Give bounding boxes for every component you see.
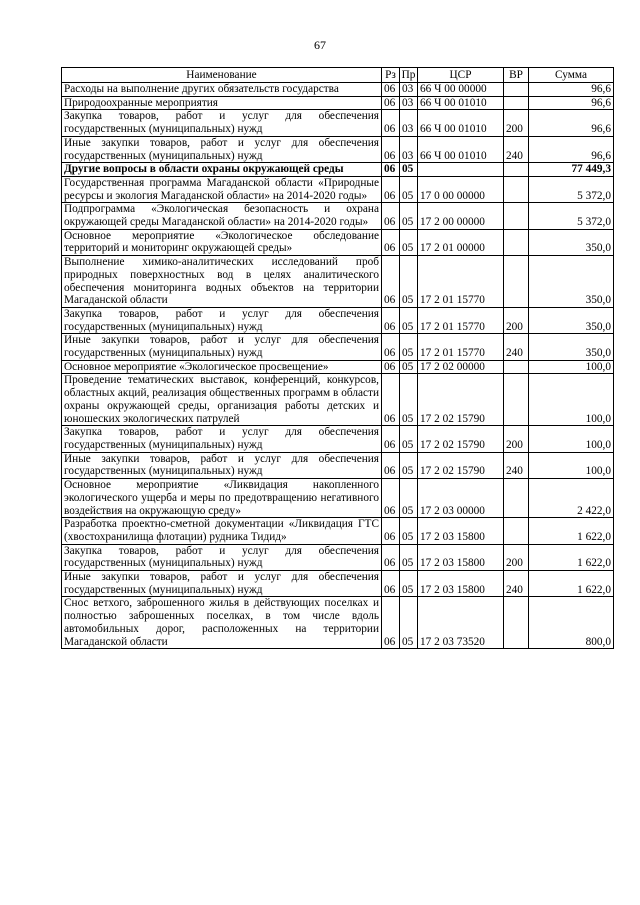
cell-csr <box>418 163 504 177</box>
cell-pr: 03 <box>400 83 418 97</box>
cell-rz: 06 <box>382 163 400 177</box>
cell-vr <box>504 597 529 649</box>
cell-vr: 200 <box>504 307 529 333</box>
cell-vr <box>504 96 529 110</box>
cell-rz: 06 <box>382 96 400 110</box>
table-row <box>62 110 614 136</box>
cell-rz: 06 <box>382 360 400 374</box>
cell-rz: 06 <box>382 426 400 452</box>
cell-name: Закупка товаров, работ и услуг для обеспечения государственных (муниципальных) нужд <box>62 544 382 570</box>
table-row <box>62 426 614 452</box>
cell-vr: 200 <box>504 110 529 136</box>
table-row <box>62 452 614 478</box>
cell-vr <box>504 374 529 426</box>
cell-name: Иные закупки товаров, работ и услуг для обеспечения государственных (муниципальных) нужд <box>62 334 382 360</box>
cell-name: Иные закупки товаров, работ и услуг для обеспечения государственных (муниципальных) нужд <box>62 136 382 162</box>
cell-rz: 06 <box>382 479 400 518</box>
cell-pr: 05 <box>400 544 418 570</box>
cell-vr <box>504 163 529 177</box>
cell-rz: 06 <box>382 83 400 97</box>
cell-csr: 17 2 03 15800 <box>418 571 504 597</box>
cell-sum: 100,0 <box>529 360 614 374</box>
cell-csr: 17 2 01 15770 <box>418 256 504 308</box>
cell-name: Закупка товаров, работ и услуг для обеспечения государственных (муниципальных) нужд <box>62 110 382 136</box>
cell-csr: 17 2 02 15790 <box>418 426 504 452</box>
cell-csr: 17 2 02 15790 <box>418 452 504 478</box>
cell-rz: 06 <box>382 136 400 162</box>
cell-csr: 17 0 00 00000 <box>418 176 504 202</box>
cell-sum: 350,0 <box>529 307 614 333</box>
cell-sum: 96,6 <box>529 136 614 162</box>
cell-name: Закупка товаров, работ и услуг для обеспечения государственных (муниципальных) нужд <box>62 307 382 333</box>
cell-sum: 350,0 <box>529 334 614 360</box>
cell-name: Государственная программа Магаданской области «Природные ресурсы и экология Магаданской области» на 2014-2020 годы» <box>62 176 382 202</box>
cell-name: Природоохранные мероприятия <box>62 96 382 110</box>
header-rz: Рз <box>382 68 400 83</box>
table-row <box>62 544 614 570</box>
cell-sum: 100,0 <box>529 452 614 478</box>
header-vr: ВР <box>504 68 529 83</box>
cell-rz: 06 <box>382 544 400 570</box>
cell-rz: 06 <box>382 452 400 478</box>
cell-name: Иные закупки товаров, работ и услуг для обеспечения государственных (муниципальных) нужд <box>62 571 382 597</box>
cell-sum: 2 422,0 <box>529 479 614 518</box>
page-number: 67 <box>314 38 326 52</box>
cell-pr: 05 <box>400 176 418 202</box>
cell-pr: 05 <box>400 426 418 452</box>
cell-name: Проведение тематических выставок, конференций, конкурсов, областных акций, реализация общественных программ в области охраны окружающей среды, организация работы детских и юношеских экологических патрулей <box>62 374 382 426</box>
cell-sum: 350,0 <box>529 229 614 255</box>
cell-pr: 05 <box>400 597 418 649</box>
cell-vr: 200 <box>504 426 529 452</box>
cell-sum: 1 622,0 <box>529 518 614 544</box>
table-row <box>62 571 614 597</box>
cell-name: Разработка проектно-сметной документации «Ликвидация ГТС (хвостохранилища флотации) рудника Тидид» <box>62 518 382 544</box>
budget-table <box>61 67 614 649</box>
cell-name: Закупка товаров, работ и услуг для обеспечения государственных (муниципальных) нужд <box>62 426 382 452</box>
cell-sum: 100,0 <box>529 374 614 426</box>
cell-sum: 96,6 <box>529 110 614 136</box>
cell-sum: 1 622,0 <box>529 544 614 570</box>
cell-pr: 05 <box>400 256 418 308</box>
header-sum: Сумма <box>529 68 614 83</box>
header-pr: Пр <box>400 68 418 83</box>
table-row <box>62 136 614 162</box>
table-row <box>62 334 614 360</box>
header-csr: ЦСР <box>418 68 504 83</box>
cell-vr <box>504 479 529 518</box>
cell-rz: 06 <box>382 203 400 229</box>
cell-pr: 05 <box>400 571 418 597</box>
cell-rz: 06 <box>382 229 400 255</box>
cell-pr: 05 <box>400 479 418 518</box>
cell-vr: 240 <box>504 571 529 597</box>
table-row <box>62 176 614 202</box>
cell-csr: 17 2 01 15770 <box>418 334 504 360</box>
cell-name: Снос ветхого, заброшенного жилья в действующих поселках и полностью заброшенных поселках, в том числе вдоль автомобильных дорог, расположенных на территории Магаданской области <box>62 597 382 649</box>
cell-name: Основное мероприятие «Экологическое просвещение» <box>62 360 382 374</box>
cell-name: Подпрограмма «Экологическая безопасность и охрана окружающей среды Магаданской области» на 2014-2020 годы» <box>62 203 382 229</box>
cell-csr: 17 2 03 15800 <box>418 518 504 544</box>
cell-pr: 03 <box>400 136 418 162</box>
table-row <box>62 83 614 97</box>
cell-csr: 17 2 03 15800 <box>418 544 504 570</box>
cell-pr: 05 <box>400 229 418 255</box>
cell-name: Основное мероприятие «Экологическое обследование территорий и мониторинг окружающей среды» <box>62 229 382 255</box>
cell-rz: 06 <box>382 307 400 333</box>
cell-vr: 200 <box>504 544 529 570</box>
cell-pr: 05 <box>400 518 418 544</box>
cell-sum: 100,0 <box>529 426 614 452</box>
cell-sum: 5 372,0 <box>529 203 614 229</box>
cell-csr: 66 Ч 00 01010 <box>418 110 504 136</box>
cell-pr: 03 <box>400 96 418 110</box>
table-row <box>62 163 614 177</box>
cell-csr: 17 2 01 15770 <box>418 307 504 333</box>
cell-pr: 05 <box>400 307 418 333</box>
cell-vr <box>504 229 529 255</box>
header-name: Наименование <box>62 68 382 83</box>
table-row <box>62 229 614 255</box>
cell-csr: 17 2 02 00000 <box>418 360 504 374</box>
table-row <box>62 374 614 426</box>
cell-vr <box>504 203 529 229</box>
cell-name: Иные закупки товаров, работ и услуг для обеспечения государственных (муниципальных) нужд <box>62 452 382 478</box>
cell-sum: 350,0 <box>529 256 614 308</box>
table-body <box>62 83 614 649</box>
cell-pr: 05 <box>400 360 418 374</box>
cell-pr: 03 <box>400 110 418 136</box>
cell-vr <box>504 83 529 97</box>
cell-vr: 240 <box>504 452 529 478</box>
cell-rz: 06 <box>382 518 400 544</box>
cell-name: Выполнение химико-аналитических исследований проб природных поверхностных вод в целях аналитического обеспечения мониторинга водных объектов на территории Магаданской области <box>62 256 382 308</box>
cell-vr: 240 <box>504 334 529 360</box>
table-row <box>62 597 614 649</box>
cell-pr: 05 <box>400 203 418 229</box>
cell-sum: 96,6 <box>529 96 614 110</box>
cell-csr: 66 Ч 00 01010 <box>418 96 504 110</box>
cell-pr: 05 <box>400 334 418 360</box>
cell-csr: 17 2 03 00000 <box>418 479 504 518</box>
cell-sum: 5 372,0 <box>529 176 614 202</box>
table-row <box>62 256 614 308</box>
cell-sum: 96,6 <box>529 83 614 97</box>
cell-csr: 66 Ч 00 00000 <box>418 83 504 97</box>
table-header-row <box>62 68 614 83</box>
table-row <box>62 307 614 333</box>
cell-vr: 240 <box>504 136 529 162</box>
cell-rz: 06 <box>382 256 400 308</box>
table-row <box>62 479 614 518</box>
cell-csr: 17 2 01 00000 <box>418 229 504 255</box>
cell-csr: 17 2 03 73520 <box>418 597 504 649</box>
cell-rz: 06 <box>382 571 400 597</box>
cell-sum: 77 449,3 <box>529 163 614 177</box>
cell-csr: 17 2 00 00000 <box>418 203 504 229</box>
cell-rz: 06 <box>382 374 400 426</box>
cell-csr: 17 2 02 15790 <box>418 374 504 426</box>
cell-csr: 66 Ч 00 01010 <box>418 136 504 162</box>
table-row <box>62 518 614 544</box>
cell-sum: 800,0 <box>529 597 614 649</box>
cell-name: Основное мероприятие «Ликвидация накопленного экологического ущерба и меры по предотвращению негативного воздействия на окружающую среду» <box>62 479 382 518</box>
cell-name: Расходы на выполнение других обязательств государства <box>62 83 382 97</box>
cell-pr: 05 <box>400 374 418 426</box>
cell-pr: 05 <box>400 452 418 478</box>
cell-vr <box>504 360 529 374</box>
cell-rz: 06 <box>382 597 400 649</box>
cell-pr: 05 <box>400 163 418 177</box>
cell-name: Другие вопросы в области охраны окружающей среды <box>62 163 382 177</box>
cell-sum: 1 622,0 <box>529 571 614 597</box>
table-row <box>62 360 614 374</box>
cell-vr <box>504 256 529 308</box>
table-row <box>62 203 614 229</box>
cell-vr <box>504 518 529 544</box>
cell-rz: 06 <box>382 334 400 360</box>
table-row <box>62 96 614 110</box>
cell-vr <box>504 176 529 202</box>
cell-rz: 06 <box>382 110 400 136</box>
cell-rz: 06 <box>382 176 400 202</box>
